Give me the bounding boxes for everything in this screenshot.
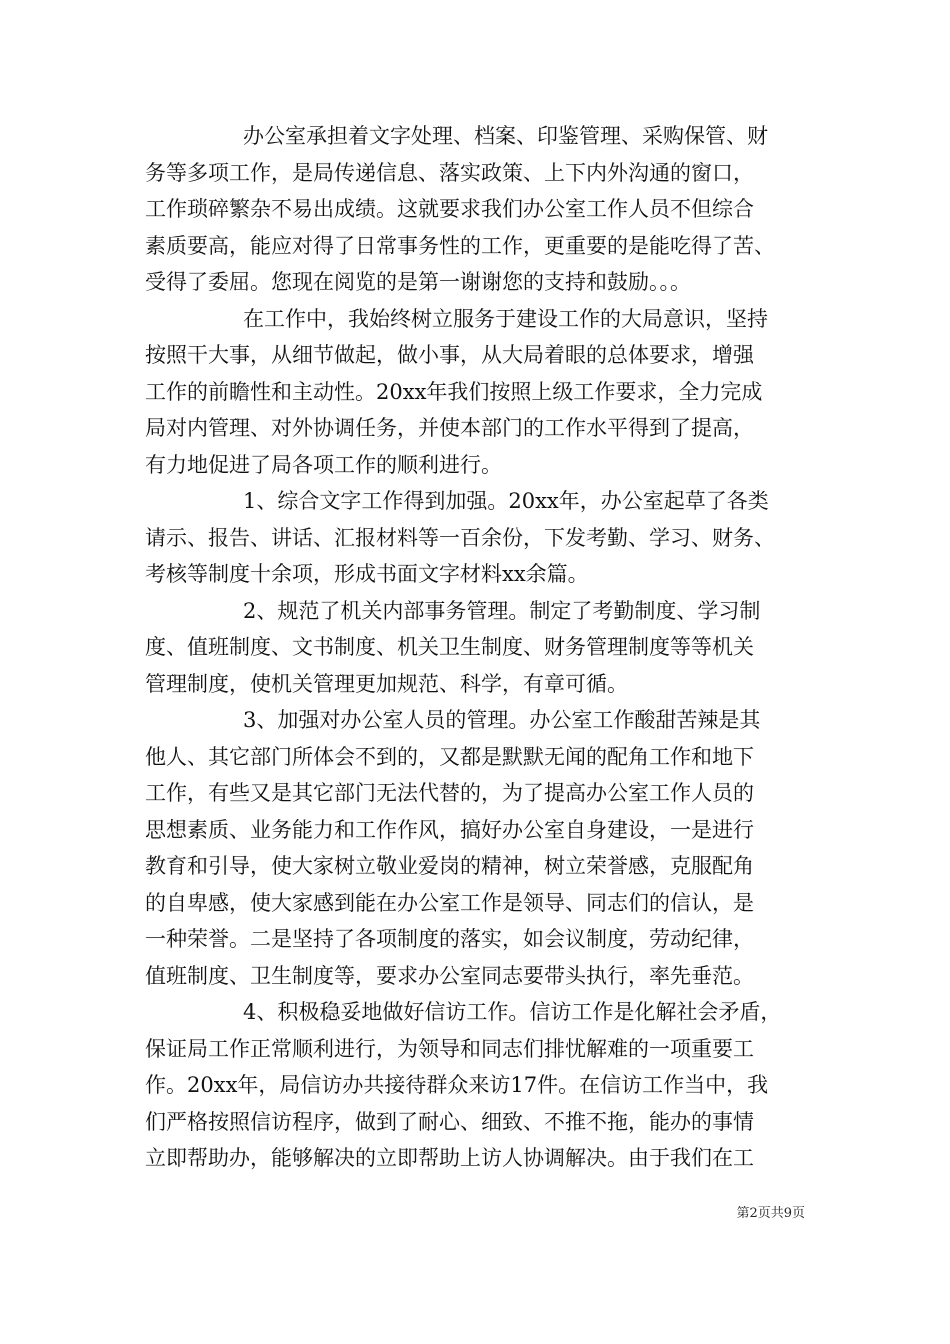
text-line: 的自卑感，使大家感到能在办公室工作是领导、同志们的信认，是 <box>145 890 754 915</box>
text-line: 考核等制度十余项，形成书面文字材料xx余篇。 <box>145 562 589 586</box>
text-line: 3、加强对办公室人员的管理。办公室工作酸甜苦辣是其 <box>243 708 761 732</box>
text-line: 值班制度、卫生制度等，要求办公室同志要带头执行，率先垂范。 <box>145 963 754 988</box>
text-line: 保证局工作正常顺利进行，为领导和同志们排忧解难的一项重要工 <box>145 1036 754 1061</box>
text-line: 他人、其它部门所体会不到的，又都是默默无闻的配角工作和地下 <box>145 744 754 769</box>
text-line: 工作的前瞻性和主动性。20xx年我们按照上级工作要求，全力完成 <box>145 379 763 404</box>
text-line: 在工作中，我始终树立服务于建设工作的大局意识，坚持 <box>243 306 768 331</box>
text-line: 请示、报告、讲话、汇报材料等一百余份，下发考勤、学习、财务、 <box>145 525 775 550</box>
text-line: 度、值班制度、文书制度、机关卫生制度、财务管理制度等等机关 <box>145 635 754 659</box>
text-line: 们严格按照信访程序，做到了耐心、细致、不推不拖，能办的事情 <box>145 1109 754 1134</box>
text-line: 1、综合文字工作得到加强。20xx年，办公室起草了各类 <box>243 489 769 513</box>
text-line: 工作，有些又是其它部门无法代替的，为了提高办公室工作人员的 <box>145 781 754 805</box>
text-line: 局对内管理、对外协调任务，并使本部门的工作水平得到了提高， <box>145 416 754 440</box>
body-text <box>145 118 825 1177</box>
text-line: 作。20xx年，局信访办共接待群众来访17件。在信访工作当中，我 <box>145 1073 769 1097</box>
page-number: 第2页共9页 <box>736 1206 805 1221</box>
text-line: 教育和引导，使大家树立敬业爱岗的精神，树立荣誉感，克服配角 <box>145 854 754 878</box>
text-line: 按照干大事，从细节做起，做小事，从大局着眼的总体要求，增强 <box>145 343 754 367</box>
text-line: 立即帮助办，能够解决的立即帮助上访人协调解决。由于我们在工 <box>145 1146 754 1170</box>
text-line: 思想素质、业务能力和工作作风，搞好办公室自身建设，一是进行 <box>145 817 754 842</box>
text-line: 办公室承担着文字处理、档案、印鉴管理、采购保管、财 <box>243 124 768 148</box>
text-line: 受得了委屈。您现在阅览的是第一谢谢您的支持和鼓励。。。 <box>145 270 691 294</box>
text-line: 有力地促进了局各项工作的顺利进行。 <box>145 452 502 477</box>
text-line: 2、规范了机关内部事务管理。制定了考勤制度、学习制 <box>243 598 761 623</box>
text-line: 管理制度，使机关管理更加规范、科学，有章可循。 <box>145 671 628 696</box>
text-line: 务等多项工作，是局传递信息、落实政策、上下内外沟通的窗口， <box>145 160 754 185</box>
text-line: 4、积极稳妥地做好信访工作。信访工作是化解社会矛盾， <box>243 1000 782 1024</box>
text-line: 工作琐碎繁杂不易出成绩。这就要求我们办公室工作人员不但综合 <box>145 197 754 221</box>
text-line: 素质要高，能应对得了日常事务性的工作，更重要的是能吃得了苦、 <box>145 233 775 258</box>
text-line: 一种荣誉。二是坚持了各项制度的落实，如会议制度，劳动纪律， <box>145 927 754 951</box>
